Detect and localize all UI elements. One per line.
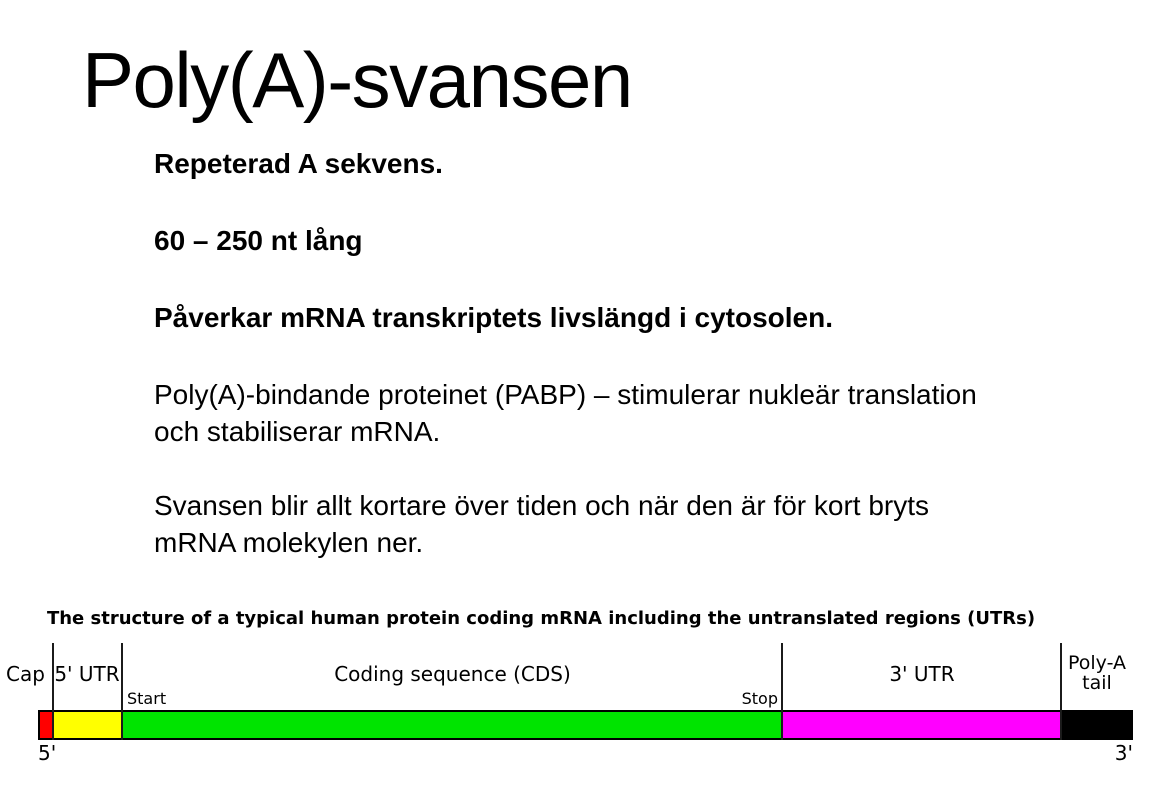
body-text-line: Svansen blir allt kortare över tiden och när den är för kort bryts (154, 490, 930, 521)
body-text-line: Poly(A)-bindande proteinet (PABP) – stimulerar nukleär translation (154, 379, 977, 410)
body-text-line: 60 – 250 nt lång (154, 225, 363, 256)
label-cds: Coding sequence (CDS) (334, 662, 571, 686)
segment-cds (123, 712, 782, 738)
segment-5utr (53, 712, 123, 738)
segment-3utr (782, 712, 1062, 738)
label-start-codon: Start (127, 689, 167, 708)
diagram-title: The structure of a typical human protein coding mRNA including the untranslated regions (UTRs) (46, 608, 1036, 629)
label-3-prime-end: 3' (1114, 741, 1133, 765)
label-5-prime-end: 5' (38, 741, 57, 765)
boundary-line-cap-5utr (52, 643, 54, 740)
boundary-line-5utr-cds (121, 643, 123, 740)
label-5utr: 5' UTR (54, 662, 120, 686)
body-text-line: Repeterad A sekvens. (154, 148, 443, 179)
body-text-line: Påverkar mRNA transkriptets livslängd i cytosolen. (154, 302, 833, 333)
segment-poly-a-tail (1062, 712, 1131, 738)
body-text-line: mRNA molekylen ner. (154, 527, 424, 558)
mrna-bar (38, 710, 1133, 740)
body-text-line: och stabiliserar mRNA. (154, 416, 441, 447)
label-polya-tail (1058, 653, 1136, 693)
label-polya-line1: Poly-A (1067, 652, 1127, 674)
slide-title: Poly(A)-svansen (82, 36, 632, 124)
label-stop-codon: Stop (741, 689, 778, 708)
boundary-line-3utr-polya (1060, 643, 1062, 740)
body-paragraph (154, 145, 443, 182)
boundary-line-cds-3utr (781, 643, 783, 740)
body-paragraph (154, 487, 929, 561)
mrna-structure-diagram (0, 600, 1160, 780)
label-cap: Cap (6, 662, 45, 686)
label-3utr: 3' UTR (889, 662, 955, 686)
label-polya-line2: tail (1082, 672, 1112, 694)
body-paragraph (154, 376, 977, 450)
body-paragraph (154, 222, 363, 259)
body-paragraph (154, 299, 833, 336)
